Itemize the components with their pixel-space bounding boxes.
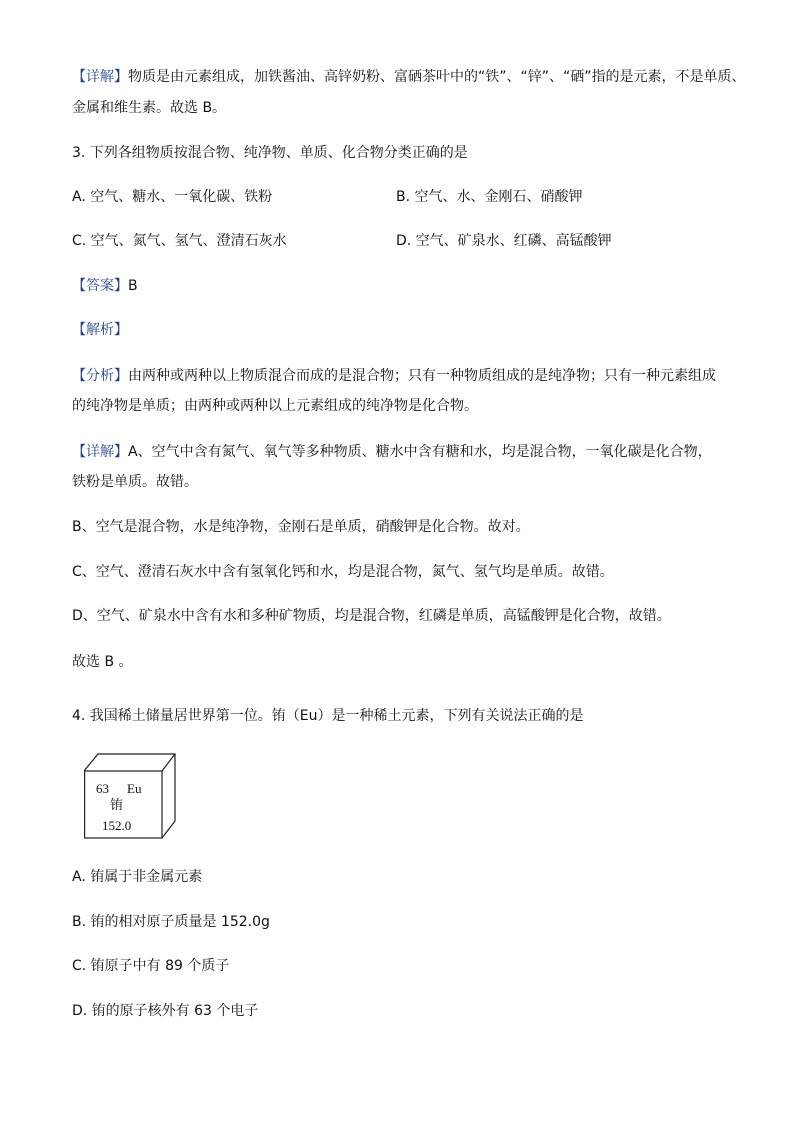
- q2-detail-line-2: 金属和维生素。故选 B。: [72, 100, 227, 116]
- q3-detail-a-line-1: [72, 442, 712, 462]
- analysis-label: 【解析】: [72, 322, 128, 338]
- q2-detail-text-1: 物质是由元素组成，加铁酱油、高锌奶粉、富硒茶叶中的“铁”、“锌”、“硒”指的是元素，不是单质、: [128, 69, 746, 85]
- q3-conclusion: 故选 B 。: [72, 654, 133, 670]
- box-corner-edge: [162, 754, 175, 771]
- answer-value: B: [128, 278, 138, 294]
- detail-label: 【详解】: [72, 69, 128, 85]
- q2-detail-line-1: [72, 67, 746, 87]
- atomic-mass: 152.0: [102, 818, 132, 833]
- q3-option-a: A. 空气、糖水、一氧化碳、铁粉: [72, 189, 273, 205]
- q3-option-d: D. 空气、矿泉水、红磷、高锰酸钾: [396, 233, 612, 249]
- q3-option-c: C. 空气、氮气、氢气、澄清石灰水: [72, 233, 287, 249]
- element-symbol: Eu: [127, 781, 142, 796]
- q4-stem: 4. 我国稀土储量居世界第一位。铕（Eu）是一种稀土元素，下列有关说法正确的是: [72, 708, 584, 724]
- fenxi-label: 【分析】: [72, 368, 128, 384]
- q3-detail-c: C、空气、澄清石灰水中含有氢氧化钙和水，均是混合物，氮气、氢气均是单质。故错。: [72, 564, 614, 580]
- q3-detail-a-line-2: 铁粉是单质。故错。: [72, 474, 198, 490]
- q3-answer: [72, 276, 138, 296]
- q3-stem: 3. 下列各组物质按混合物、纯净物、单质、化合物分类正确的是: [72, 145, 468, 161]
- q3-detail-d: D、空气、矿泉水中含有水和多种矿物质，均是混合物，红磷是单质，高锰酸钾是化合物，故错。: [72, 608, 671, 624]
- q3-option-b: B. 空气、水、金刚石、硝酸钾: [396, 189, 583, 205]
- atomic-number: 63: [96, 781, 109, 796]
- q3-analysis-heading: [72, 320, 128, 340]
- q3-detail-label: 【详解】: [72, 444, 128, 460]
- q3-fenxi-line-1: [72, 366, 716, 386]
- q3-detail-a-text-1: A、空气中含有氮气、氧气等多种物质、糖水中含有糖和水，均是混合物，一氧化碳是化合物，: [128, 444, 712, 460]
- q3-fenxi-line-2: 的纯净物是单质；由两种或两种以上元素组成的纯净物是化合物。: [72, 398, 478, 414]
- answer-label: 【答案】: [72, 278, 128, 294]
- element-name: 铕: [110, 798, 124, 813]
- q3-fenxi-text-1: 由两种或两种以上物质混合而成的是混合物；只有一种物质组成的是纯净物；只有一种元素组成: [128, 368, 716, 384]
- q4-option-b: B. 铕的相对原子质量是 152.0g: [72, 914, 270, 930]
- q4-option-a: A. 铕属于非金属元素: [72, 869, 203, 885]
- element-card-europium: [84, 753, 176, 839]
- q4-option-c: C. 铕原子中有 89 个质子: [72, 958, 230, 974]
- q3-detail-b: B、空气是混合物，水是纯净物，金刚石是单质，硝酸钾是化合物。故对。: [72, 519, 530, 535]
- q4-option-d: D. 铕的原子核外有 63 个电子: [72, 1003, 259, 1019]
